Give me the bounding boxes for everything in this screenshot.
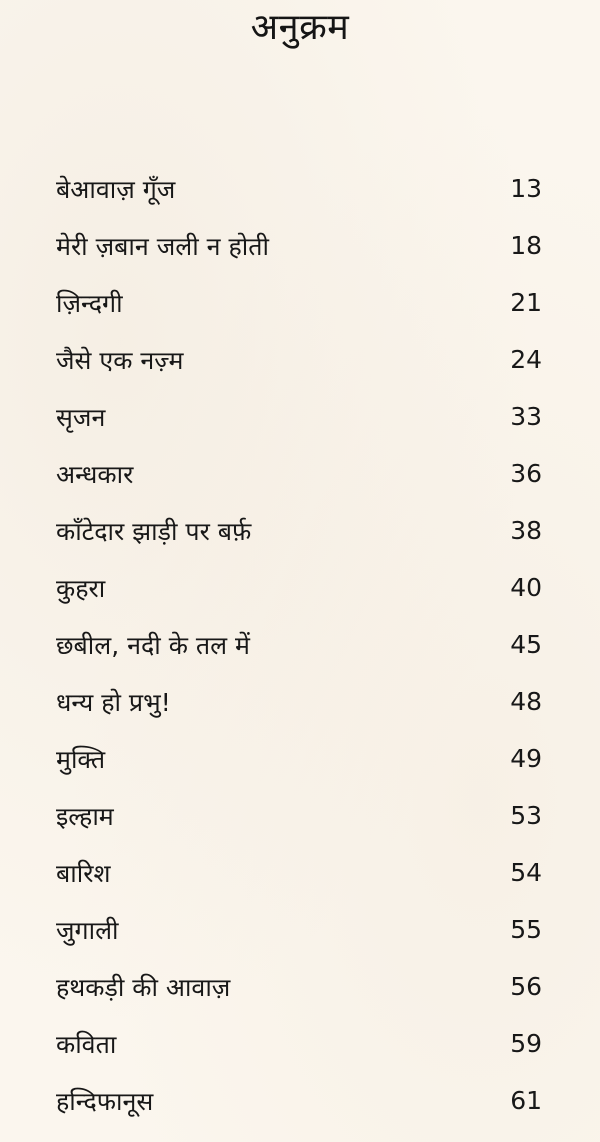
toc-entry <box>56 1015 542 1072</box>
toc-entry-title: सृजन <box>56 402 106 432</box>
toc-entry-page-number: 49 <box>510 744 542 773</box>
toc-entry <box>56 901 542 958</box>
toc-entry-title: कुहरा <box>56 573 106 603</box>
toc-entry <box>56 673 542 730</box>
toc-entry-page-number: 40 <box>510 573 542 602</box>
toc-entry <box>56 217 542 274</box>
toc-entry-page-number: 55 <box>510 915 542 944</box>
toc-entry-title: जैसे एक नज़्म <box>56 345 184 375</box>
toc-entry-title: धन्य हो प्रभु! <box>56 687 171 717</box>
toc-entry-page-number: 59 <box>510 1029 542 1058</box>
toc-entry <box>56 388 542 445</box>
toc-entry-page-number: 33 <box>510 402 542 431</box>
toc-entry-title: ज़िन्दगी <box>56 288 123 318</box>
toc-entry <box>56 844 542 901</box>
toc-entry-page-number: 38 <box>510 516 542 545</box>
toc-entry <box>56 445 542 502</box>
toc-entry-page-number: 18 <box>510 231 542 260</box>
toc-entry <box>56 559 542 616</box>
toc-entry-title: हन्दिफानूस <box>56 1086 154 1116</box>
toc-entry-title: हथकड़ी की आवाज़ <box>56 972 231 1002</box>
toc-entry-title: कविता <box>56 1029 117 1059</box>
toc-entry-page-number: 61 <box>510 1086 542 1115</box>
toc-entry-page-number: 36 <box>510 459 542 488</box>
toc-entry-page-number: 48 <box>510 687 542 716</box>
toc-entry-title: मुक्ति <box>56 744 106 774</box>
toc-entry <box>56 502 542 559</box>
toc-entry-page-number: 45 <box>510 630 542 659</box>
toc-entry <box>56 787 542 844</box>
toc-entry-title: इल्हाम <box>56 801 114 831</box>
toc-entry-page-number: 56 <box>510 972 542 1001</box>
toc-entry <box>56 331 542 388</box>
toc-entry-title: मेरी ज़बान जली न होती <box>56 231 269 261</box>
contents-heading: अनुक्रम <box>250 7 350 48</box>
toc-entry-title: काँटेदार झाड़ी पर बर्फ़ <box>56 516 252 546</box>
toc-entry-page-number: 24 <box>510 345 542 374</box>
toc-entry-page-number: 13 <box>510 174 542 203</box>
table-of-contents <box>56 160 542 1129</box>
toc-entry <box>56 1072 542 1129</box>
toc-entry-title: जुगाली <box>56 915 119 945</box>
toc-entry-title: बेआवाज़ गूँज <box>56 174 176 204</box>
toc-entry-title: छबील, नदी के तल में <box>56 630 250 660</box>
toc-entry <box>56 730 542 787</box>
toc-entry-title: बारिश <box>56 858 111 888</box>
toc-entry-page-number: 21 <box>510 288 542 317</box>
toc-entry <box>56 616 542 673</box>
toc-entry <box>56 958 542 1015</box>
toc-entry-page-number: 53 <box>510 801 542 830</box>
toc-entry <box>56 274 542 331</box>
toc-entry-title: अन्धकार <box>56 459 134 489</box>
toc-entry <box>56 160 542 217</box>
toc-entry-page-number: 54 <box>510 858 542 887</box>
